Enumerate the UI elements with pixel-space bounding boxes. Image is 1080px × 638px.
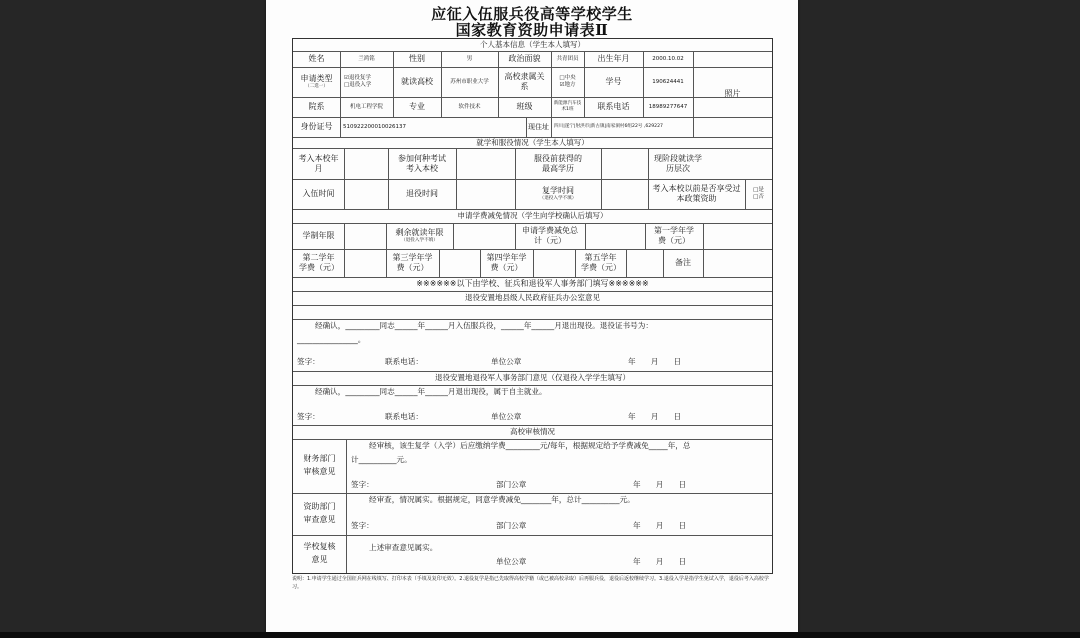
recruitment-phone-label: 联系电话： xyxy=(385,357,423,366)
apptype-option-return-study[interactable]: ☑退役复学 xyxy=(344,75,371,82)
total-reduction-label: 申请学费减免总计（元） xyxy=(522,226,578,245)
discharge-time-label: 退役时间 xyxy=(406,189,438,198)
screen-bottom-bar xyxy=(0,632,1080,638)
exam-type-label: 参加何种考试考入本校 xyxy=(398,153,446,173)
gender-label: 性别 xyxy=(409,54,425,63)
remark-label: 备注 xyxy=(675,258,691,267)
school-value: 苏州市职业大学 xyxy=(450,78,489,85)
apptype-option-new-enrollment[interactable]: □退役入学 xyxy=(344,82,372,88)
aid-date-label: 年 月 日 xyxy=(633,521,687,530)
finance-dept-label: 财务部门审核意见 xyxy=(303,454,336,476)
political-status-label: 政治面貌 xyxy=(508,54,541,63)
political-status-value: 共青团员 xyxy=(556,55,579,62)
school-affiliation-label: 高校隶属关系 xyxy=(504,72,545,91)
student-id-value: 190624441 xyxy=(652,78,684,85)
recruitment-certificate-blank: ________________。 xyxy=(297,335,366,344)
photo-box: 照片 xyxy=(724,89,741,98)
fee-reduction-heading: 申请学费减免情况（学生向学校确认后填写） xyxy=(457,211,608,221)
document-page xyxy=(266,0,798,632)
authority-separator: ※※※※※※以下由学校、征兵和退役军人事务部门填写※※※※※※ xyxy=(416,279,649,288)
application-form-table xyxy=(292,38,773,574)
study-years-label: 学制年限 xyxy=(302,231,335,240)
student-id-label: 学号 xyxy=(605,77,622,86)
veteran-phone-label: 联系电话： xyxy=(385,412,423,421)
aid-sign-label: 签字： xyxy=(351,521,374,530)
major-label: 专业 xyxy=(409,102,425,111)
recruitment-office-heading: 退役安置地县级人民政府征兵办公室意见 xyxy=(465,293,600,303)
remaining-years-hint: （退役入学不填） xyxy=(401,238,438,244)
major-value: 软件技术 xyxy=(458,103,481,110)
enlist-time-label: 入伍时间 xyxy=(302,189,335,198)
year4-fee-label: 第四学年学费（元） xyxy=(486,253,527,272)
prior-aid-options xyxy=(745,179,772,209)
aid-seal-label: 部门公章 xyxy=(496,521,527,530)
address-value: 四川|遂宁|射洪市|新古镇|南家洞村6组22号 ,629227 xyxy=(554,124,663,130)
gender-value: 男 xyxy=(466,55,473,62)
veteran-confirmation-text: 经确认，_________同志______年______月退出现役，属于自主就业。 xyxy=(315,387,547,396)
return-time-label xyxy=(515,179,601,209)
application-type-hint: （二选一） xyxy=(305,84,328,90)
department-value: 机电工程学院 xyxy=(349,103,383,110)
recruitment-confirmation-text: 经确认，_________同志______年______月入伍服兵役，______年______月退出现役。退役证书号为： xyxy=(315,321,653,330)
affiliation-option-central[interactable]: □中央 xyxy=(559,75,576,82)
return-time-text: 复学时间 xyxy=(542,186,574,196)
birth-date-value: 2000.10.02 xyxy=(652,55,684,62)
service-info-heading: 就学和服役情况（学生本人填写） xyxy=(476,137,589,147)
finance-review-total: 计__________元。 xyxy=(351,455,412,464)
form-title-line2: 国家教育资助申请表Ⅱ xyxy=(455,21,609,39)
phone-label: 联系电话 xyxy=(597,102,630,111)
school-affiliation-options xyxy=(551,67,584,97)
finance-seal-label: 部门公章 xyxy=(496,480,527,489)
year1-fee-label: 第一学年学费（元） xyxy=(654,226,694,245)
aid-dept-label: 资助部门审查意见 xyxy=(303,502,336,524)
name-value: 兰鸿铭 xyxy=(358,55,375,62)
year3-fee-label: 第三学年学费（元） xyxy=(392,253,433,272)
application-type-label-text: 申请类型 xyxy=(300,74,333,84)
aid-review-text: 经审查，情况属实。根据规定，同意学费减免________年，总计__________元。 xyxy=(369,495,635,504)
year5-fee-label: 第五学年学费（元） xyxy=(581,253,621,272)
class-value: 新能源汽车技术1班 xyxy=(553,101,582,112)
finance-review-text: 经审核，该生复学（入学）后应缴纳学费_________元/每年，根据规定给予学费减免_____年，总 xyxy=(369,441,691,450)
veteran-date-label: 年 月 日 xyxy=(628,412,682,421)
return-time-hint: （退役入学不填） xyxy=(539,196,577,202)
year2-fee-label: 第二学年学费（元） xyxy=(299,253,339,272)
veteran-sign-label: 签字： xyxy=(297,412,320,421)
school-seal-label: 单位公章 xyxy=(496,557,527,566)
footnote: 说明：1.申请学生通过全国征兵网在线填写、打印本表（手填及复印无效）。2.退役复学是指已先取得高校学籍（或已被高校录取）后再服兵役，退役后返校继续学习。3.退役入学是指学生免试入学，退役后考入高校学习。 xyxy=(292,576,769,590)
name-label: 姓名 xyxy=(308,54,325,63)
class-label: 班级 xyxy=(516,102,533,111)
prior-aid-label: 考入本校以前是否享受过本政策资助 xyxy=(652,184,741,203)
recruitment-sign-label: 签字： xyxy=(297,357,320,366)
finance-sign-label: 签字： xyxy=(351,480,374,489)
pre-education-label: 服役前获得的最高学历 xyxy=(534,153,582,173)
form-title-line1: 应征入伍服兵役高等学校学生 xyxy=(431,5,633,23)
finance-date-label: 年 月 日 xyxy=(633,480,687,489)
school-review-heading: 高校审核情况 xyxy=(510,427,555,437)
remaining-years-label xyxy=(386,223,453,249)
application-type-label xyxy=(293,67,340,97)
current-level-label: 现阶段就读学历层次 xyxy=(654,153,702,173)
remaining-years-text: 剩余就读年限 xyxy=(395,228,444,238)
personal-info-heading: 个人基本信息（学生本人填写） xyxy=(480,40,585,50)
prior-aid-no-checkbox[interactable]: □否 xyxy=(753,194,764,200)
recruitment-seal-label: 单位公章 xyxy=(491,357,522,366)
school-recheck-text: 上述审查意见属实。 xyxy=(369,543,438,552)
department-label: 院系 xyxy=(308,102,325,111)
phone-value: 18989277647 xyxy=(648,103,688,110)
id-number-value: 510922200010026137 xyxy=(343,123,406,130)
veteran-seal-label: 单位公章 xyxy=(491,412,522,421)
veteran-affairs-heading: 退役安置地退役军人事务部门意见（仅退役入学学生填写） xyxy=(435,373,630,383)
school-recheck-label: 学校复核意见 xyxy=(303,542,336,564)
affiliation-option-local[interactable]: ☑地方 xyxy=(559,82,576,88)
school-date-label: 年 月 日 xyxy=(633,557,687,566)
address-label: 现住址 xyxy=(528,122,549,131)
recruitment-date-label: 年 月 日 xyxy=(628,357,682,366)
school-label: 就读高校 xyxy=(401,77,433,86)
enroll-date-label: 考入本校年月 xyxy=(298,153,339,173)
application-type-options xyxy=(340,67,393,97)
birth-date-label: 出生年月 xyxy=(597,54,630,63)
prior-aid-yes-checkbox[interactable]: □是 xyxy=(753,187,764,194)
id-number-label: 身份证号 xyxy=(300,122,333,131)
